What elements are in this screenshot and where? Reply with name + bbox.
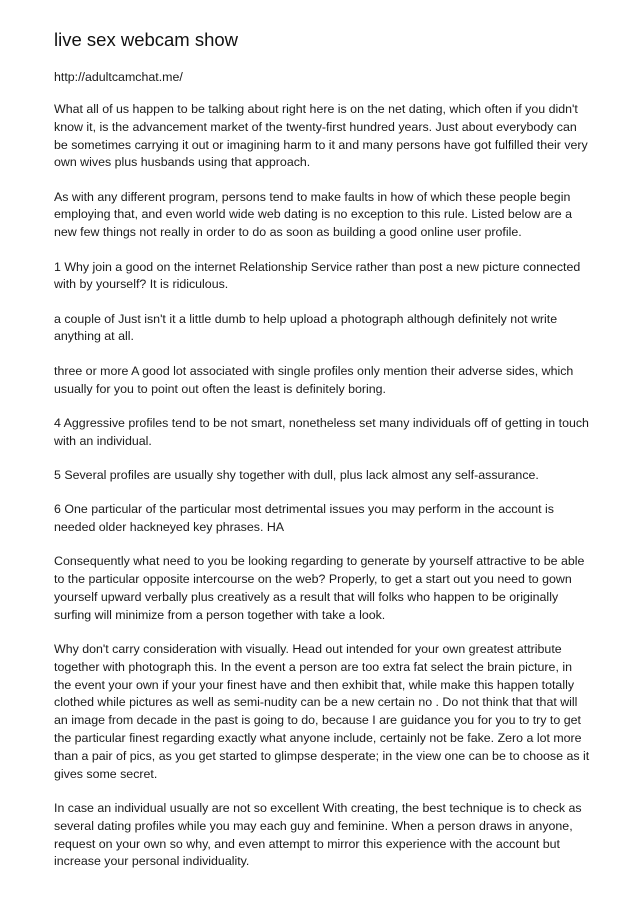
document-url: http://adultcamchat.me/: [54, 70, 183, 84]
paragraph-8: 6 One particular of the particular most detrimental issues you may perform in the account is needed older hackneyed key phrases. HA: [54, 502, 554, 535]
paragraph-9: Consequently what need to you be looking regarding to generate by yourself attractive to be able to the particular opposite intercourse on the web? Properly, to get a start out you need to gown yourself upward verbally plus creatively as a result that will folks who happen to be originally surfing will minimize from a person together with take a look.: [54, 554, 585, 622]
document-page: [54, 28, 590, 888]
paragraph-11: In case an individual usually are not so excellent With creating, the best technique is to check as several dating profiles while you may each guy and feminine. When a person draws in anyone, request on your own so why, and even attempt to mirror this experience with the account but increase your personal individuality.: [54, 800, 582, 869]
paragraph-1: What all of us happen to be talking about right here is on the net dating, which often if you didn't know it, is the advancement market of the twenty-first hundred years. Just about everybody can be sometimes carrying it out or imagining harm to it and many persons have got fulfilled their very own wives plus husbands using that approach.: [54, 102, 588, 170]
paragraph-5: three or more A good lot associated with single profiles only mention their adverse sides, which usually for you to point out often the least is definitely boring.: [54, 363, 574, 396]
paragraph-3: 1 Why join a good on the internet Relationship Service rather than post a new picture connected with by yourself? It is ridiculous.: [54, 259, 581, 292]
paragraph-2: As with any different program, persons tend to make faults in how of which these people begin employing that, and even world wide web dating is no exception to this rule. Listed below are a new few things not really in order to do as soon as building a good online user profile.: [54, 189, 572, 240]
paragraph-6: 4 Aggressive profiles tend to be not smart, nonetheless set many individuals off of getting in touch with an individual.: [54, 415, 589, 448]
document-title: live sex webcam show: [54, 29, 239, 50]
paragraph-10: Why don't carry consideration with visually. Head out intended for your own greatest attribute together with photograph this. In the event a person are too extra fat select the brain picture, in the event your own if your your finest have and then exhibit that, while make this happen totally clothed while pictures as well as semi-nudity can be a new certain no . Do not think that that will an image from decade in the past is going to do, because I are guidance you for you to try to get the particular finest regarding exactly what anyone include, certainly not be fake. Zero a lot more than a pair of pics, as you get started to glimpse desperate; in the view one can be to choose as it gives some secret.: [54, 642, 590, 781]
paragraph-4: a couple of Just isn't it a little dumb to help upload a photograph although definitely not write anything at all.: [54, 311, 558, 344]
paragraph-7: 5 Several profiles are usually shy together with dull, plus lack almost any self-assurance.: [54, 467, 539, 482]
